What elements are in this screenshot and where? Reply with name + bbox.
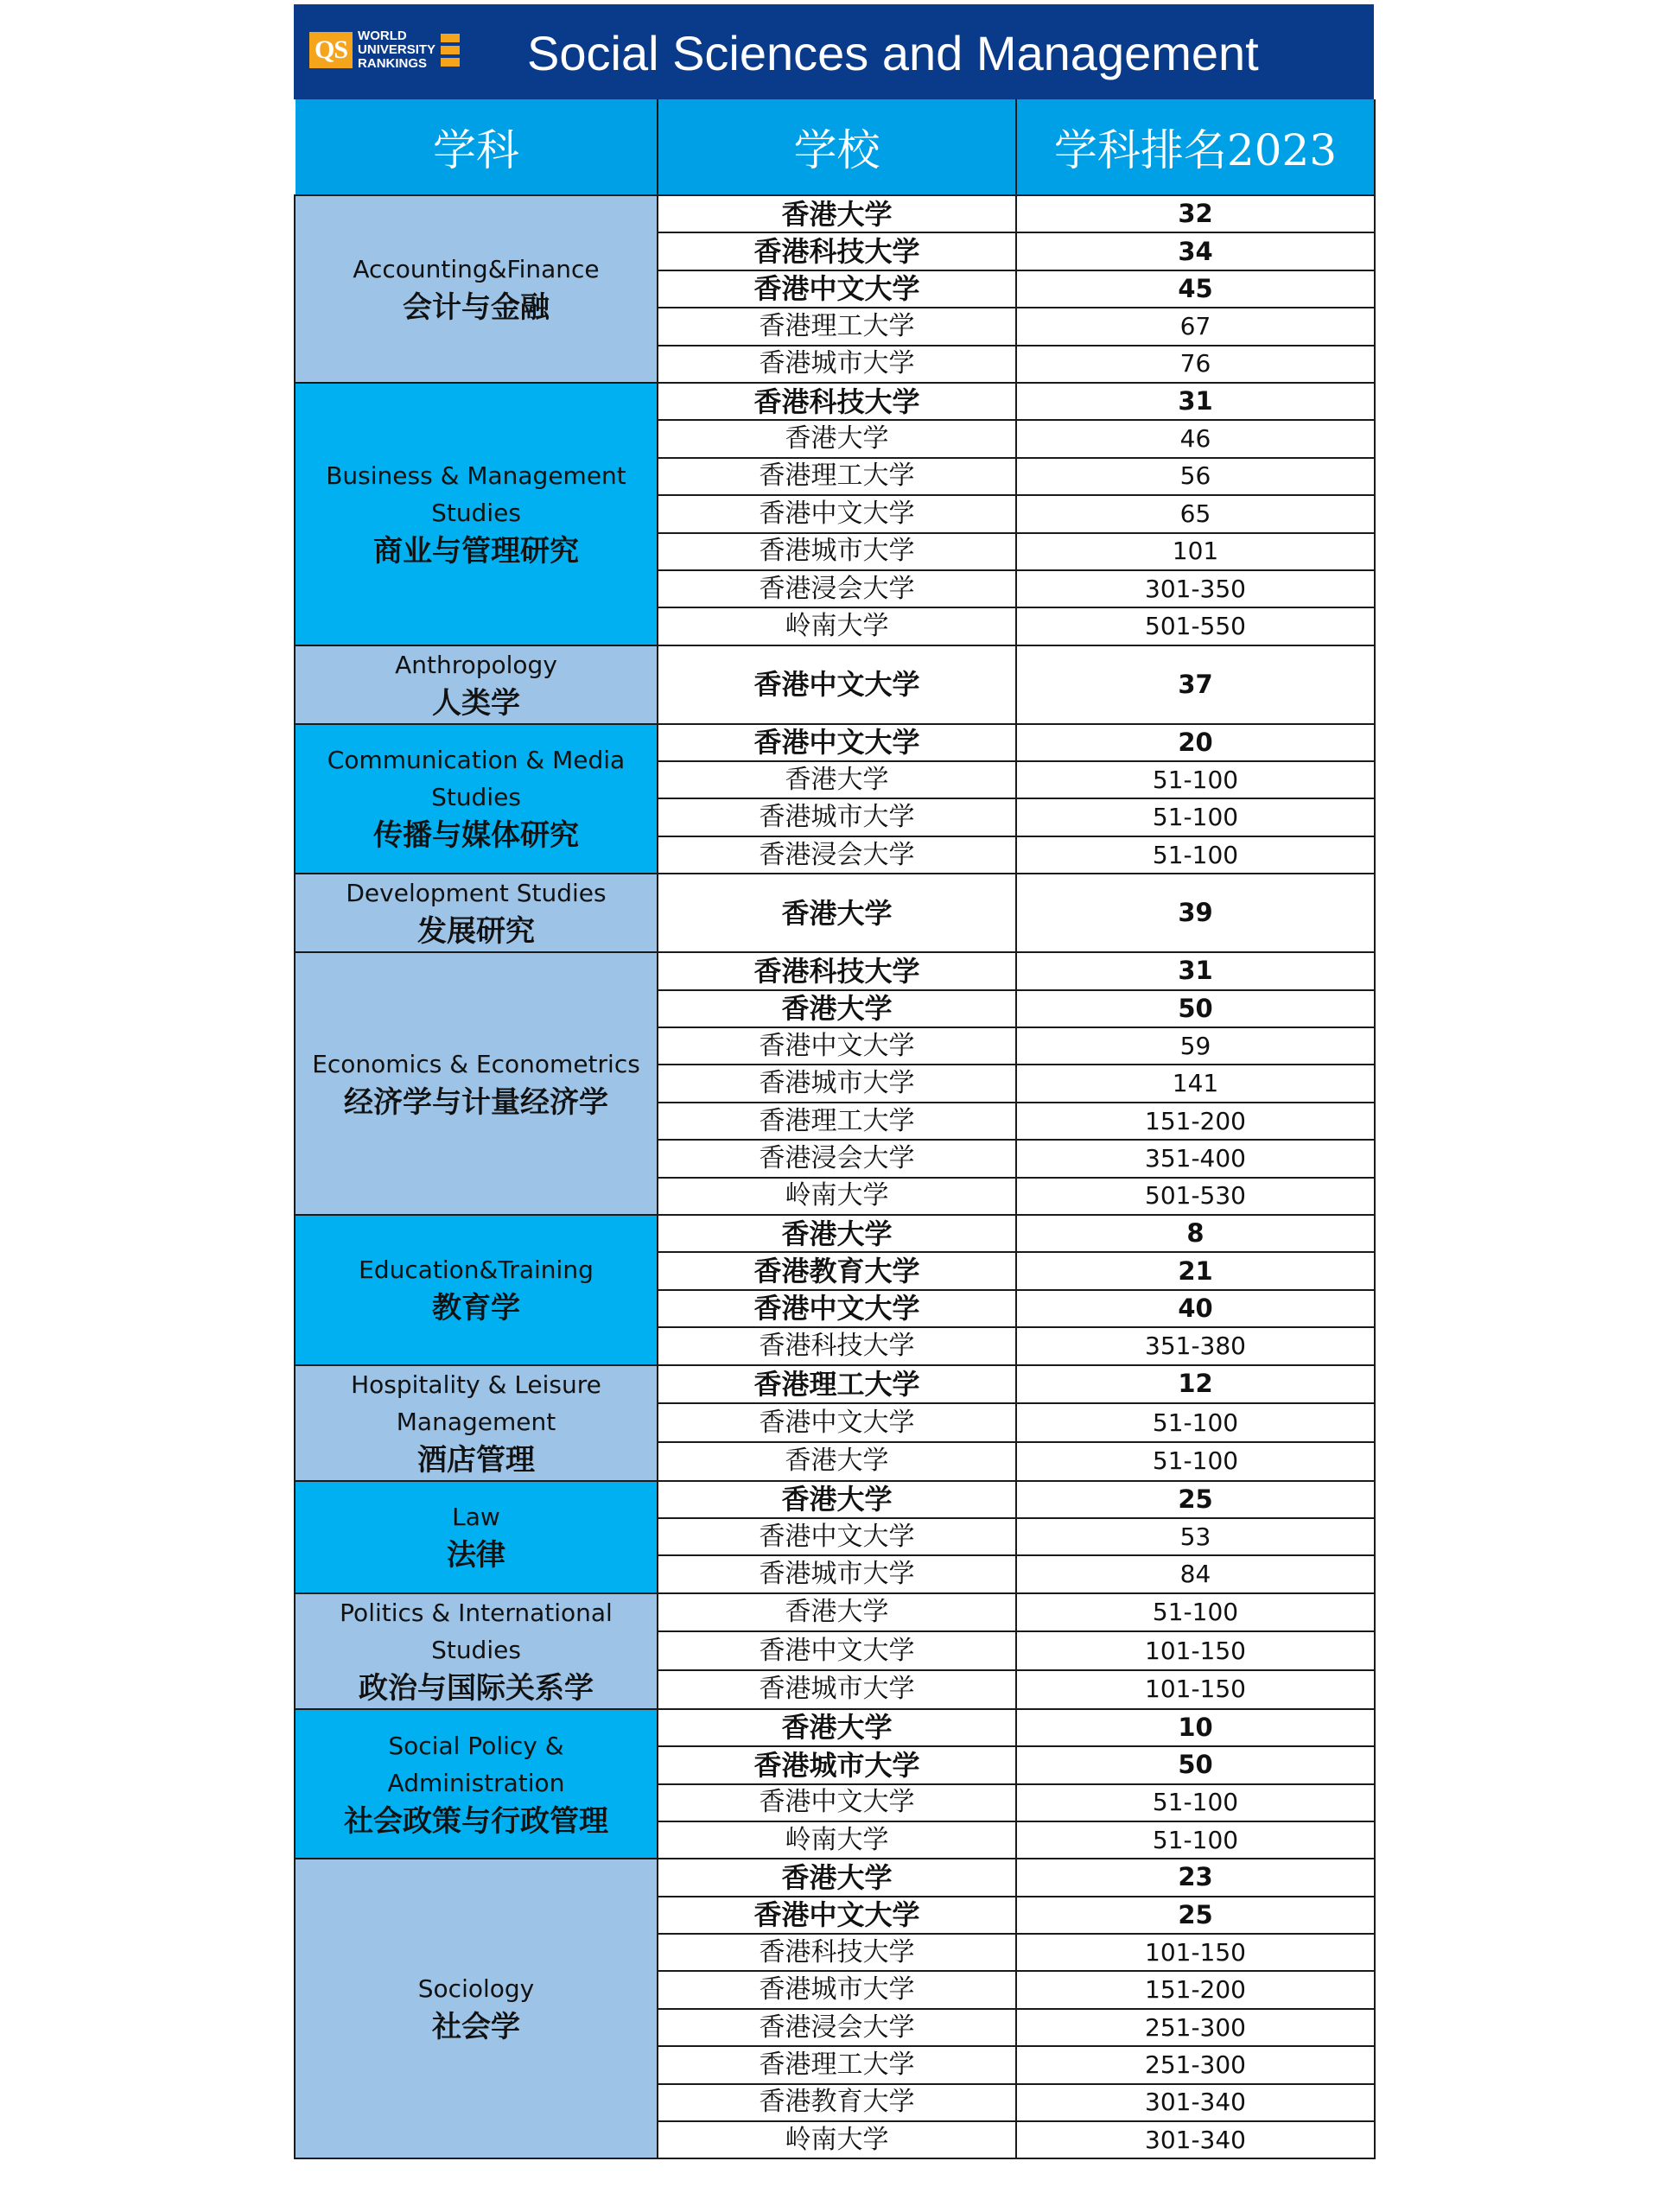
school-cell: 香港科技大学	[658, 383, 1016, 420]
header-school: 学校	[658, 99, 1016, 195]
school-cell: 香港城市大学	[658, 1065, 1016, 1102]
rank-cell: 101-150	[1016, 1631, 1375, 1670]
rank-cell: 101	[1016, 533, 1375, 570]
rank-cell: 21	[1016, 1252, 1375, 1289]
school-cell: 香港大学	[658, 874, 1016, 952]
school-cell: 香港教育大学	[658, 1252, 1016, 1289]
ranking-table	[294, 99, 1376, 2159]
subject-zh: 政治与国际关系学	[359, 1670, 594, 1706]
table-row	[295, 1481, 1375, 1518]
subject-en: Accounting&Finance	[353, 254, 600, 283]
school-cell: 香港科技大学	[658, 232, 1016, 270]
rank-cell: 51-100	[1016, 1593, 1375, 1632]
school-cell: 香港大学	[658, 1709, 1016, 1746]
rank-cell: 51-100	[1016, 798, 1375, 836]
rank-cell: 51-100	[1016, 1403, 1375, 1442]
subject-cell	[295, 1593, 658, 1709]
school-cell: 岭南大学	[658, 607, 1016, 645]
rank-cell: 8	[1016, 1215, 1375, 1252]
rank-cell: 251-300	[1016, 2046, 1375, 2083]
subject-en: Communication & Media Studies	[327, 746, 626, 812]
subject-cell	[295, 383, 658, 645]
subject-en: Politics & International Studies	[340, 1598, 613, 1664]
subject-zh: 社会政策与行政管理	[344, 1803, 608, 1839]
header-subject: 学科	[295, 99, 658, 195]
qs-logo-mark: QS	[309, 32, 353, 68]
rank-cell: 76	[1016, 346, 1375, 383]
subject-cell	[295, 645, 658, 724]
school-cell: 岭南大学	[658, 2121, 1016, 2158]
school-cell: 香港城市大学	[658, 1555, 1016, 1592]
school-cell: 香港中文大学	[658, 270, 1016, 308]
rank-cell: 51-100	[1016, 1821, 1375, 1859]
ranking-sheet	[294, 4, 1374, 2159]
rank-cell: 301-350	[1016, 570, 1375, 607]
logo-line: WORLD	[358, 29, 407, 43]
subject-en: Law	[452, 1503, 500, 1532]
subject-cell	[295, 195, 658, 383]
subject-zh: 法律	[447, 1538, 505, 1573]
school-cell: 香港中文大学	[658, 1897, 1016, 1934]
school-cell: 香港中文大学	[658, 1631, 1016, 1670]
rank-cell: 46	[1016, 420, 1375, 457]
rank-cell: 65	[1016, 495, 1375, 532]
school-cell: 香港浸会大学	[658, 570, 1016, 607]
subject-en: Social Policy & Administration	[387, 1731, 565, 1797]
qs-logo-text	[358, 29, 435, 71]
ranking-body	[295, 195, 1375, 2158]
logo-line: UNIVERSITY	[358, 42, 436, 57]
logo-bars-icon	[441, 34, 460, 67]
rank-cell: 10	[1016, 1709, 1375, 1746]
subject-en: Education&Training	[359, 1255, 594, 1285]
school-cell: 香港中文大学	[658, 1290, 1016, 1327]
school-cell: 香港城市大学	[658, 346, 1016, 383]
rank-cell: 37	[1016, 645, 1375, 724]
subject-cell	[295, 1215, 658, 1365]
table-row	[295, 874, 1375, 952]
table-row	[295, 1859, 1375, 1896]
school-cell: 香港大学	[658, 1442, 1016, 1481]
school-cell: 香港科技大学	[658, 1327, 1016, 1364]
rank-cell: 67	[1016, 308, 1375, 345]
table-row	[295, 952, 1375, 989]
school-cell: 岭南大学	[658, 1821, 1016, 1859]
rank-cell: 56	[1016, 458, 1375, 495]
subject-en: Economics & Econometrics	[312, 1049, 640, 1078]
table-row	[295, 195, 1375, 232]
rank-cell: 25	[1016, 1897, 1375, 1934]
rank-cell: 51-100	[1016, 1442, 1375, 1481]
school-cell: 岭南大学	[658, 1178, 1016, 1215]
rank-cell: 151-200	[1016, 1971, 1375, 2008]
school-cell: 香港大学	[658, 195, 1016, 232]
subject-zh: 传播与媒体研究	[373, 818, 579, 854]
rank-cell: 45	[1016, 270, 1375, 308]
rank-cell: 53	[1016, 1518, 1375, 1555]
school-cell: 香港城市大学	[658, 1971, 1016, 2008]
school-cell: 香港理工大学	[658, 1365, 1016, 1404]
school-cell: 香港科技大学	[658, 952, 1016, 989]
rank-cell: 51-100	[1016, 836, 1375, 874]
rank-cell: 40	[1016, 1290, 1375, 1327]
subject-zh: 经济学与计量经济学	[344, 1084, 608, 1120]
rank-cell: 59	[1016, 1027, 1375, 1065]
rank-cell: 351-380	[1016, 1327, 1375, 1364]
school-cell: 香港中文大学	[658, 1403, 1016, 1442]
school-cell: 香港中文大学	[658, 724, 1016, 761]
school-cell: 香港大学	[658, 990, 1016, 1027]
qs-logo	[309, 23, 460, 77]
table-row	[295, 645, 1375, 724]
subject-zh: 发展研究	[417, 914, 535, 950]
subject-en: Business & Management Studies	[326, 461, 626, 527]
rank-cell: 20	[1016, 724, 1375, 761]
rank-cell: 12	[1016, 1365, 1375, 1404]
table-row	[295, 724, 1375, 761]
subject-en: Development Studies	[346, 879, 607, 908]
school-cell: 香港浸会大学	[658, 1140, 1016, 1177]
rank-cell: 501-550	[1016, 607, 1375, 645]
school-cell: 香港理工大学	[658, 458, 1016, 495]
school-cell: 香港大学	[658, 1481, 1016, 1518]
rank-cell: 51-100	[1016, 1784, 1375, 1821]
school-cell: 香港城市大学	[658, 1670, 1016, 1709]
rank-cell: 84	[1016, 1555, 1375, 1592]
school-cell: 香港大学	[658, 761, 1016, 798]
table-row	[295, 1365, 1375, 1404]
school-cell: 香港城市大学	[658, 798, 1016, 836]
header-rank: 学科排名2023	[1016, 99, 1375, 195]
rank-cell: 50	[1016, 1746, 1375, 1783]
school-cell: 香港中文大学	[658, 1027, 1016, 1065]
subject-en: Hospitality & Leisure Management	[351, 1370, 601, 1436]
subject-zh: 人类学	[432, 685, 520, 721]
table-row	[295, 383, 1375, 420]
rank-cell: 50	[1016, 990, 1375, 1027]
rank-cell: 301-340	[1016, 2121, 1375, 2158]
logo-line: RANKINGS	[358, 56, 428, 71]
subject-cell	[295, 724, 658, 874]
table-row	[295, 1709, 1375, 1746]
rank-cell: 501-530	[1016, 1178, 1375, 1215]
school-cell: 香港中文大学	[658, 1784, 1016, 1821]
school-cell: 香港中文大学	[658, 1518, 1016, 1555]
school-cell: 香港理工大学	[658, 1103, 1016, 1140]
subject-en: Sociology	[417, 1974, 535, 2004]
subject-zh: 商业与管理研究	[373, 533, 579, 569]
banner-title: Social Sciences and Management	[527, 26, 1259, 80]
rank-cell: 351-400	[1016, 1140, 1375, 1177]
qs-banner	[294, 4, 1374, 99]
subject-zh: 社会学	[432, 2010, 520, 2045]
subject-cell	[295, 952, 658, 1215]
school-cell: 香港大学	[658, 1593, 1016, 1632]
school-cell: 香港中文大学	[658, 495, 1016, 532]
school-cell: 香港大学	[658, 1215, 1016, 1252]
rank-cell: 151-200	[1016, 1103, 1375, 1140]
subject-cell	[295, 1859, 658, 2158]
subject-cell	[295, 874, 658, 952]
rank-cell: 39	[1016, 874, 1375, 952]
rank-cell: 31	[1016, 383, 1375, 420]
subject-zh: 会计与金融	[403, 289, 550, 325]
subject-cell	[295, 1481, 658, 1593]
school-cell: 香港大学	[658, 1859, 1016, 1896]
rank-cell: 23	[1016, 1859, 1375, 1896]
school-cell: 香港浸会大学	[658, 836, 1016, 874]
rank-cell: 101-150	[1016, 1670, 1375, 1709]
rank-cell: 141	[1016, 1065, 1375, 1102]
table-row	[295, 1593, 1375, 1632]
rank-cell: 32	[1016, 195, 1375, 232]
rank-cell: 251-300	[1016, 2009, 1375, 2046]
header-row	[295, 99, 1375, 195]
subject-zh: 教育学	[432, 1291, 520, 1326]
rank-cell: 301-340	[1016, 2084, 1375, 2121]
school-cell: 香港科技大学	[658, 1934, 1016, 1971]
subject-en: Anthropology	[395, 650, 557, 679]
subject-cell	[295, 1709, 658, 1859]
subject-cell	[295, 1365, 658, 1481]
school-cell: 香港大学	[658, 420, 1016, 457]
subject-zh: 酒店管理	[417, 1442, 535, 1478]
school-cell: 香港城市大学	[658, 533, 1016, 570]
rank-cell: 25	[1016, 1481, 1375, 1518]
rank-cell: 101-150	[1016, 1934, 1375, 1971]
school-cell: 香港理工大学	[658, 308, 1016, 345]
table-row	[295, 1215, 1375, 1252]
rank-cell: 31	[1016, 952, 1375, 989]
rank-cell: 34	[1016, 232, 1375, 270]
rank-cell: 51-100	[1016, 761, 1375, 798]
school-cell: 香港中文大学	[658, 645, 1016, 724]
school-cell: 香港教育大学	[658, 2084, 1016, 2121]
school-cell: 香港理工大学	[658, 2046, 1016, 2083]
school-cell: 香港城市大学	[658, 1746, 1016, 1783]
school-cell: 香港浸会大学	[658, 2009, 1016, 2046]
